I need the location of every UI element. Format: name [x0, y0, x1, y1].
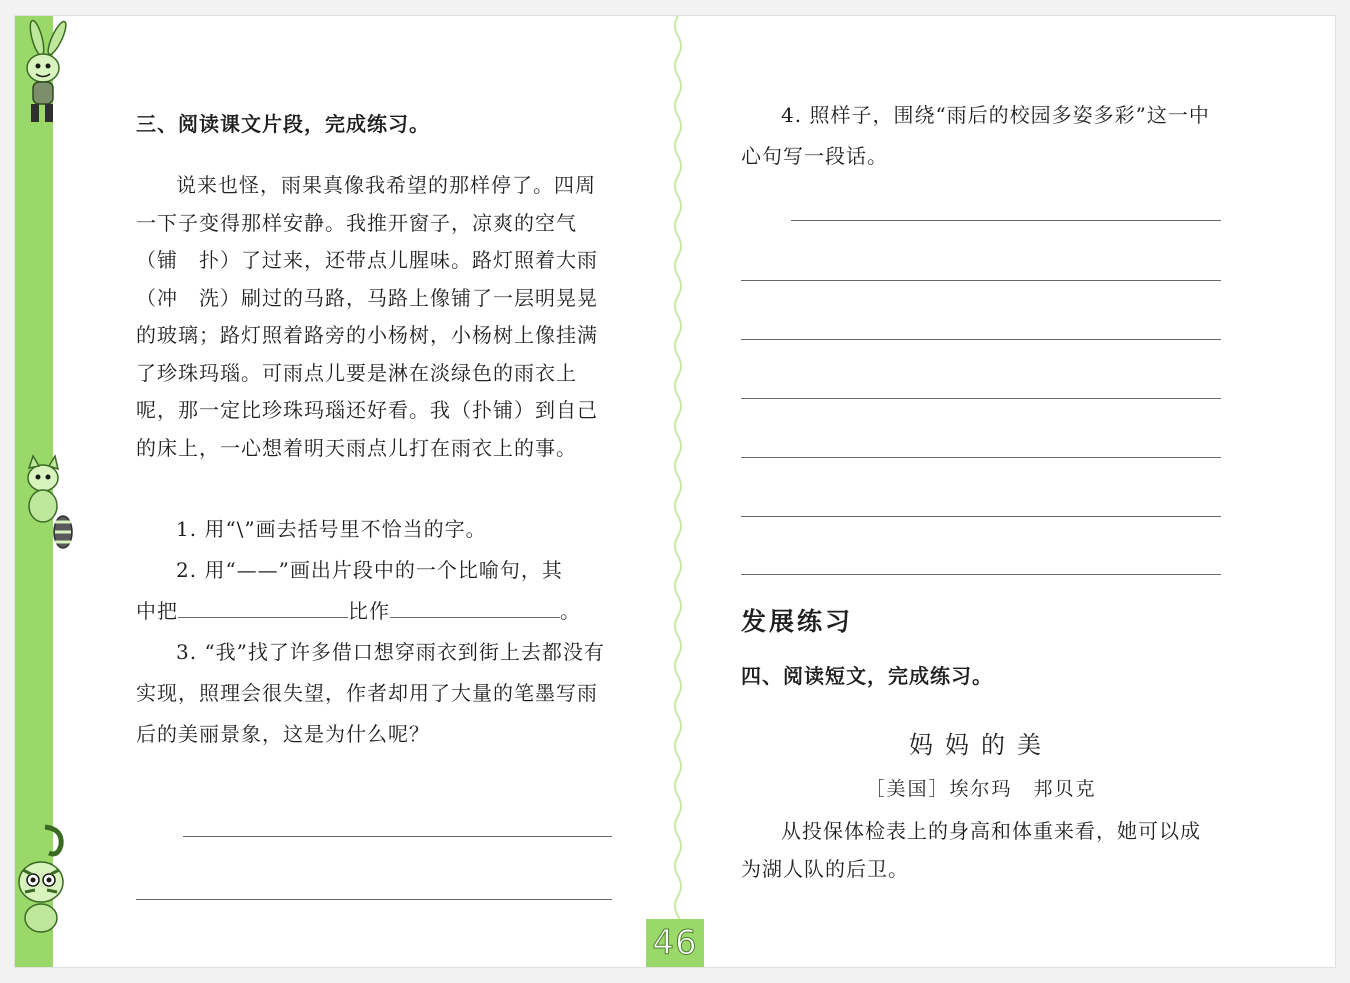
story-author: ［美国］埃尔玛 邦贝克 [865, 778, 1097, 800]
answer-line[interactable] [136, 899, 612, 900]
answer-line[interactable] [741, 574, 1221, 575]
question-2-line2 [136, 591, 616, 632]
answer-line[interactable] [741, 280, 1221, 281]
question-2-middle: 比作 [348, 599, 390, 623]
question-3: 3. “我”找了许多借口想穿雨衣到街上去都没有实现，照理会很失望，作者却用了大量的笔墨写雨后的美丽景象，这是为什么呢？ [136, 640, 605, 746]
answer-line[interactable] [741, 398, 1221, 399]
page-number: 46 [646, 919, 704, 967]
page-divider [670, 16, 686, 967]
right-page-content [741, 95, 1221, 177]
development-practice-title: 发展练习 [741, 607, 854, 636]
answer-line[interactable] [741, 457, 1221, 458]
answer-blank-1[interactable] [178, 591, 348, 618]
answer-line[interactable] [791, 220, 1221, 221]
answer-line[interactable] [741, 516, 1221, 517]
question-1: 1. 用“\”画去括号里不恰当的字。 [176, 517, 487, 541]
answer-line[interactable] [183, 836, 612, 837]
question-2-line1: 2. 用“——”画出片段中的一个比喻句，其 [176, 558, 563, 582]
answer-line[interactable] [741, 339, 1221, 340]
question-4: 4. 照样子，围绕“雨后的校园多姿多彩”这一中心句写一段话。 [741, 103, 1210, 168]
story-text: 从投保体检表上的身高和体重来看，她可以成为湖人队的后卫。 [741, 819, 1201, 881]
story-title: 妈妈的美 [909, 731, 1053, 759]
reading-passage: 说来也怪，雨果真像我希望的那样停了。四周一下子变得那样安静。我推开窗子，凉爽的空气（铺 扑）了过来，还带点儿腥味。路灯照着大雨（冲 洗）刷过的马路，马路上像铺了一层明晃晃的玻璃；路灯照着路旁的小杨树，小杨树上像挂满了珍珠玛瑙。可雨点儿要是淋在淡绿色的雨衣上呢，那一定比珍珠玛瑙还好看。我（扑铺）到自己的床上，一心想着明天雨点儿打在雨衣上的事。 [136, 173, 598, 460]
section-3-heading: 三、阅读课文片段，完成练习。 [136, 112, 430, 136]
question-2-end: 。 [560, 599, 581, 623]
workbook-spread [15, 16, 1335, 967]
development-section [741, 602, 1221, 888]
answer-blank-2[interactable] [390, 591, 560, 618]
section-4-heading: 四、阅读短文，完成练习。 [741, 664, 993, 688]
question-2-prefix: 中把 [136, 599, 178, 623]
side-color-strip [15, 16, 53, 967]
left-page-content [136, 108, 616, 755]
